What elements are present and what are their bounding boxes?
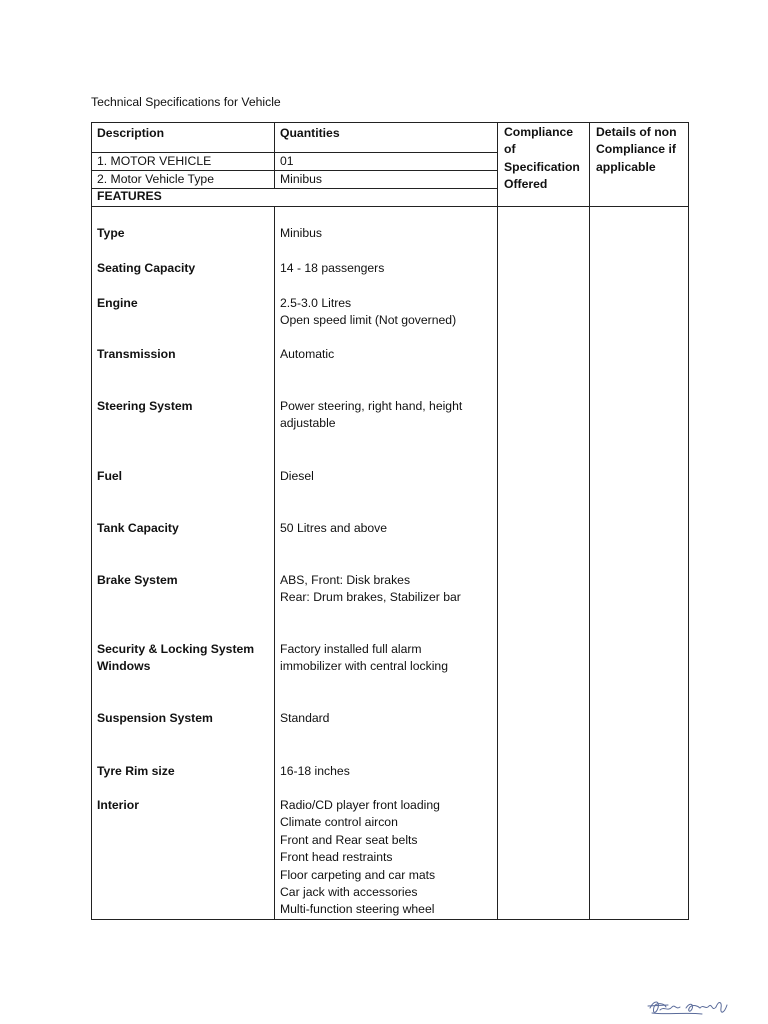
feature-value-line: Car jack with accessories [280, 885, 418, 900]
quantities-header: Quantities [275, 123, 498, 153]
feature-value-line: Power steering, right hand, height [280, 399, 463, 413]
feature-label: Suspension System [97, 711, 213, 725]
handwritten-signature [646, 994, 730, 1020]
feature-value [280, 260, 491, 277]
feature-label: Fuel [97, 469, 123, 483]
features-body-row [92, 207, 689, 920]
feature-label: Seating Capacity [97, 261, 196, 275]
document-title: Technical Specifications for Vehicle [91, 95, 281, 109]
feature-label: Steering System [97, 399, 193, 413]
feature-value [280, 295, 491, 330]
feature-label: Engine [97, 296, 138, 310]
feature-value [280, 572, 491, 607]
feature-value-line: Multi-function steering wheel [280, 902, 435, 917]
feature-label: Type [97, 226, 125, 240]
specifications-table [91, 122, 689, 920]
feature-label: Transmission [97, 347, 176, 361]
feature-label: Interior [97, 798, 139, 812]
feature-label: Tyre Rim size [97, 764, 175, 778]
feature-value-line: Open speed limit (Not governed) [280, 313, 457, 328]
row-quantity: Minibus [275, 171, 498, 189]
non-compliance-details-column [590, 207, 689, 920]
non-compliance-details-header: Details of non Compliance if applicable [590, 123, 689, 207]
row-quantity: 01 [275, 153, 498, 171]
feature-label: Brake System [97, 573, 178, 587]
feature-value [280, 346, 491, 363]
feature-value [280, 797, 491, 919]
compliance-column [498, 207, 590, 920]
feature-value [280, 468, 491, 485]
feature-value-line: Factory installed full alarm [280, 642, 422, 656]
feature-value-line: Standard [280, 711, 330, 725]
feature-value [280, 225, 491, 242]
feature-value-line: 16-18 inches [280, 764, 350, 778]
feature-value-line: ABS, Front: Disk brakes [280, 573, 411, 587]
row-description: 1. MOTOR VEHICLE [92, 153, 275, 171]
feature-value-line: Diesel [280, 469, 314, 483]
feature-value-line: 14 - 18 passengers [280, 261, 385, 275]
feature-value [280, 641, 491, 676]
feature-value-line: Climate control aircon [280, 815, 398, 830]
feature-value-line: Radio/CD player front loading [280, 798, 440, 812]
feature-value-line: 2.5-3.0 Litres [280, 296, 352, 310]
row-description: 2. Motor Vehicle Type [92, 171, 275, 189]
feature-value [280, 398, 491, 433]
feature-value-line: 50 Litres and above [280, 521, 388, 535]
compliance-header: Compliance of Specification Offered [498, 123, 590, 207]
feature-value-line: Front head restraints [280, 850, 393, 865]
feature-labels-column [92, 207, 275, 920]
feature-values-column [275, 207, 498, 920]
feature-value [280, 520, 491, 537]
feature-value [280, 763, 491, 780]
feature-label: Security & Locking System Windows [97, 642, 255, 674]
feature-value [280, 710, 491, 727]
feature-value-line: Front and Rear seat belts [280, 832, 418, 847]
feature-value-line: adjustable [280, 416, 336, 431]
feature-value-line: immobilizer with central locking [280, 659, 448, 674]
feature-value-line: Minibus [280, 226, 322, 240]
features-label: FEATURES [92, 189, 498, 207]
feature-label: Tank Capacity [97, 521, 179, 535]
description-header: Description [92, 123, 275, 153]
feature-value-line: Rear: Drum brakes, Stabilizer bar [280, 590, 461, 605]
feature-value-line: Automatic [280, 347, 335, 361]
table-header-row [92, 123, 689, 153]
feature-value-line: Floor carpeting and car mats [280, 867, 436, 882]
